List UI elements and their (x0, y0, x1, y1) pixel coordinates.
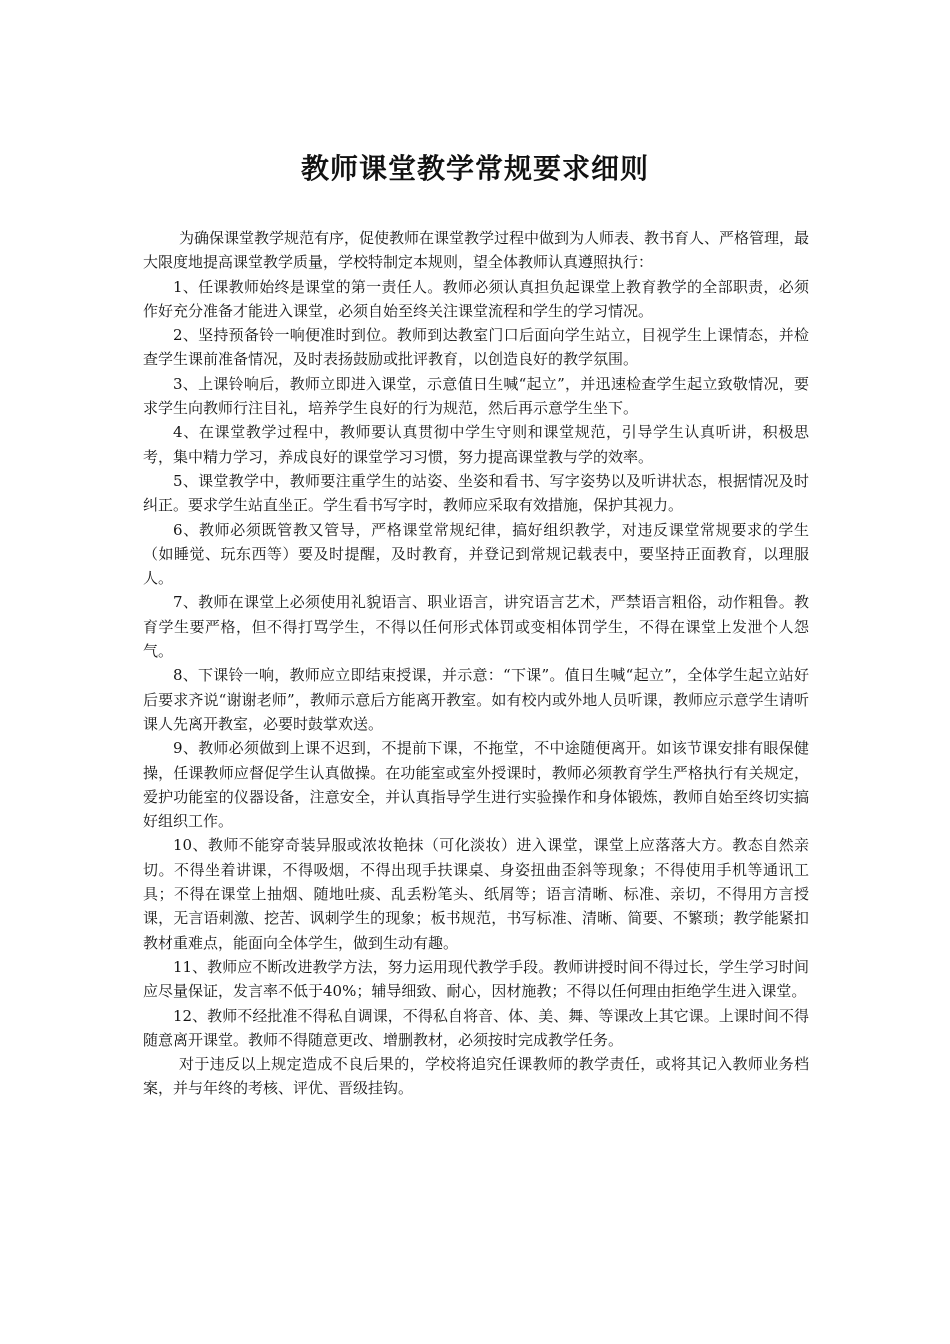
rule-item-11: 11、教师应不断改进教学方法，努力运用现代教学手段。教师讲授时间不得过长，学生学习时间应尽量保证，发言率不低于40%；辅导细致、耐心，因材施教；不得以任何理由拒绝学生进入课堂。 (143, 957, 809, 1001)
rule-item-2: 2、坚持预备铃一响便准时到位。教师到达教室门口后面向学生站立，目视学生上课情态，并检查学生课前准备情况，及时表扬鼓励或批评教育，以创造良好的教学氛围。 (143, 326, 809, 369)
rule-item-4: 4、在课堂教学过程中，教师要认真贯彻中学生守则和课堂规范，引导学生认真听讲，积极思考，集中精力学习，养成良好的课堂学习习惯，努力提高课堂教与学的效率。 (143, 423, 809, 466)
rule-item-8: 8、下课铃一响，教师应立即结束授课，并示意：“下课”。值日生喊“起立”，全体学生起立站好后要求齐说“谢谢老师”，教师示意后方能离开教室。如有校内或外地人员听课，教师应示意学生请听课人先离开教室，必要时鼓掌欢送。 (143, 666, 809, 733)
closing-paragraph: 对于违反以上规定造成不良后果的，学校将追究任课教师的教学责任，或将其记入教师业务档案，并与年终的考核、评优、晋级挂钩。 (143, 1055, 809, 1098)
rule-item-3: 3、上课铃响后，教师立即进入课堂，示意值日生喊“起立”，并迅速检查学生起立致敬情况，要求学生向教师行注目礼，培养学生良好的行为规范，然后再示意学生坐下。 (143, 374, 809, 418)
intro-paragraph: 为确保课堂教学规范有序，促使教师在课堂教学过程中做到为人师表、教书育人、严格管理，最大限度地提高课堂教学质量，学校特制定本规则，望全体教师认真遵照执行： (143, 229, 810, 272)
rule-item-10: 10、教师不能穿奇装异服或浓妆艳抹（可化淡妆）进入课堂，课堂上应落落大方。教态自然亲切。不得坐着讲课，不得吸烟，不得出现手扶课桌、身姿扭曲歪斜等现象；不得使用手机等通讯工具；不得在课堂上抽烟、随地吐痰、乱丢粉笔头、纸屑等；语言清晰、标准、亲切，不得用方言授课，无言语刺激、挖苦、讽刺学生的现象；板书规范，书写标准、清晰、简要、不繁琐；教学能紧扣教材重难点，能面向全体学生，做到生动有趣。 (143, 836, 809, 952)
rule-item-12: 12、教师不经批准不得私自调课，不得私自将音、体、美、舞、等课改上其它课。上课时间不得随意离开课堂。教师不得随意更改、增删教材，必须按时完成教学任务。 (143, 1006, 809, 1049)
document-body (143, 226, 809, 1101)
rule-item-9: 9、教师必须做到上课不迟到，不提前下课，不拖堂，不中途随便离开。如该节课安排有眼保健操，任课教师应督促学生认真做操。在功能室或室外授课时，教师必须教育学生严格执行有关规定，爱护功能室的仪器设备，注意安全，并认真指导学生进行实验操作和身体锻炼，教师自始至终切实搞好组织工作。 (143, 739, 809, 831)
rule-item-1: 1、任课教师始终是课堂的第一责任人。教师必须认真担负起课堂上教育教学的全部职责，必须作好充分准备才能进入课堂，必须自始至终关注课堂流程和学生的学习情况。 (143, 277, 809, 320)
rule-item-7: 7、教师在课堂上必须使用礼貌语言、职业语言，讲究语言艺术，严禁语言粗俗，动作粗鲁。教育学生要严格，但不得打骂学生，不得以任何形式体罚或变相体罚学生，不得在课堂上发泄个人怨气。 (143, 593, 809, 661)
rule-item-6: 6、教师必须既管教又管导，严格课堂常规纪律，搞好组织教学，对违反课堂常规要求的学生（如睡觉、玩东西等）要及时提醒，及时教育，并登记到常规记载表中，要坚持正面教育，以理服人。 (143, 520, 809, 588)
rule-item-5: 5、课堂教学中，教师要注重学生的站姿、坐姿和看书、写字姿势以及听讲状态，根据情况及时纠正。要求学生站直坐正。学生看书写字时，教师应采取有效措施，保护其视力。 (143, 471, 809, 515)
document-title: 教师课堂教学常规要求细则 (300, 151, 649, 185)
